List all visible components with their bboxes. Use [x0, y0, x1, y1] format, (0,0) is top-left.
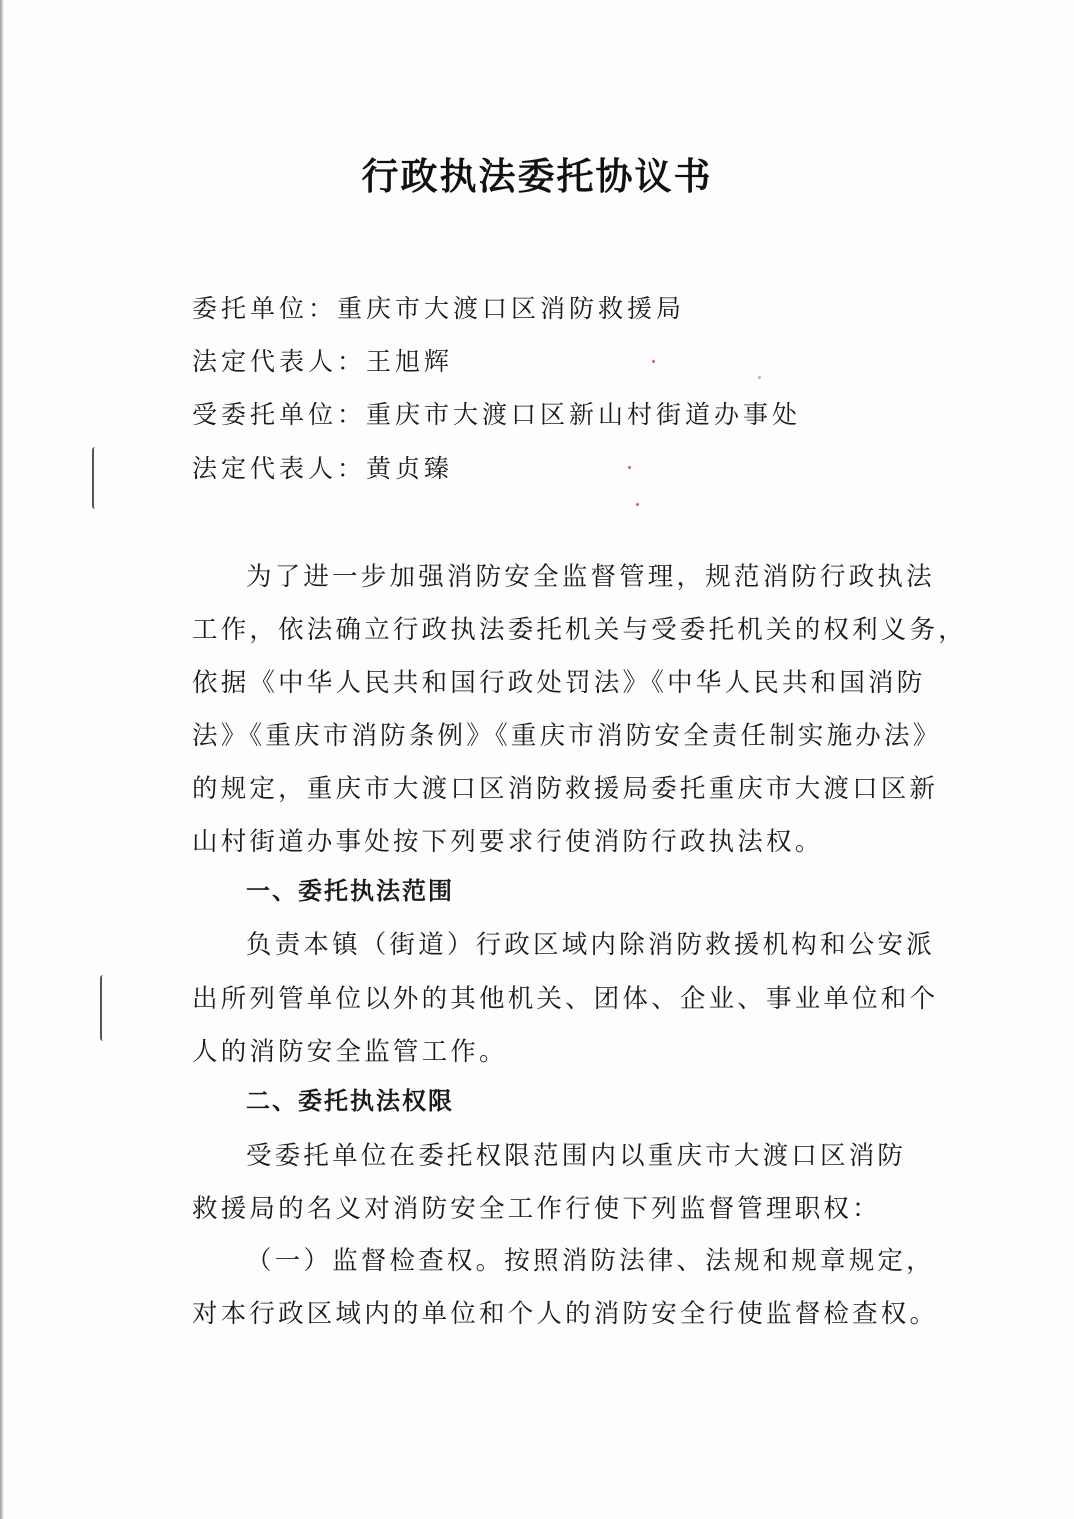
party-entrusting-unit: 委托单位：重庆市大渡口区消防救援局	[192, 294, 686, 323]
section-2-line: 救援局的名义对消防安全工作行使下列监督管理职权：	[192, 1194, 881, 1224]
binding-mark	[92, 447, 99, 509]
section-1-line: 负责本镇（街道）行政区域内除消防救援机构和公安派	[246, 930, 935, 960]
document-title: 行政执法委托协议书	[361, 155, 713, 198]
scan-speck	[652, 360, 655, 363]
section-2-line: 受委托单位在委托权限范围内以重庆市大渡口区消防	[246, 1141, 907, 1171]
section-2-heading: 二、委托执法权限	[246, 1087, 454, 1115]
intro-line: 依据《中华人民共和国行政处罚法》《中华人民共和国消防	[192, 668, 926, 698]
party-legal-rep-1: 法定代表人：王旭辉	[192, 347, 454, 376]
scan-speck	[758, 376, 761, 379]
section-1-line: 出所列管单位以外的其他机关、团体、企业、事业单位和个	[192, 984, 939, 1014]
section-2-line: 对本行政区域内的单位和个人的消防安全行使监督检查权。	[192, 1299, 939, 1329]
section-2-line: （一）监督检查权。按照消防法律、法规和规章规定，	[246, 1246, 935, 1276]
section-1-line: 人的消防安全监管工作。	[192, 1037, 508, 1067]
intro-line: 法》《重庆市消防条例》《重庆市消防安全责任制实施办法》	[192, 721, 942, 751]
scan-speck	[636, 503, 639, 506]
binding-mark	[100, 975, 107, 1041]
party-legal-rep-2: 法定代表人：黄贞臻	[192, 454, 454, 483]
intro-line: 山村街道办事处按下列要求行使消防行政执法权。	[192, 827, 824, 857]
scan-edge	[0, 0, 4, 1519]
intro-line: 为了进一步加强消防安全监督管理，规范消防行政执法	[246, 562, 935, 592]
intro-line: 的规定，重庆市大渡口区消防救援局委托重庆市大渡口区新	[192, 774, 939, 804]
intro-line: 工作，依法确立行政执法委托机关与受委托机关的权利义务，	[192, 615, 967, 645]
section-1-heading: 一、委托执法范围	[246, 877, 454, 905]
scan-speck	[628, 466, 631, 469]
party-entrusted-unit: 受委托单位：重庆市大渡口区新山村街道办事处	[192, 400, 802, 429]
